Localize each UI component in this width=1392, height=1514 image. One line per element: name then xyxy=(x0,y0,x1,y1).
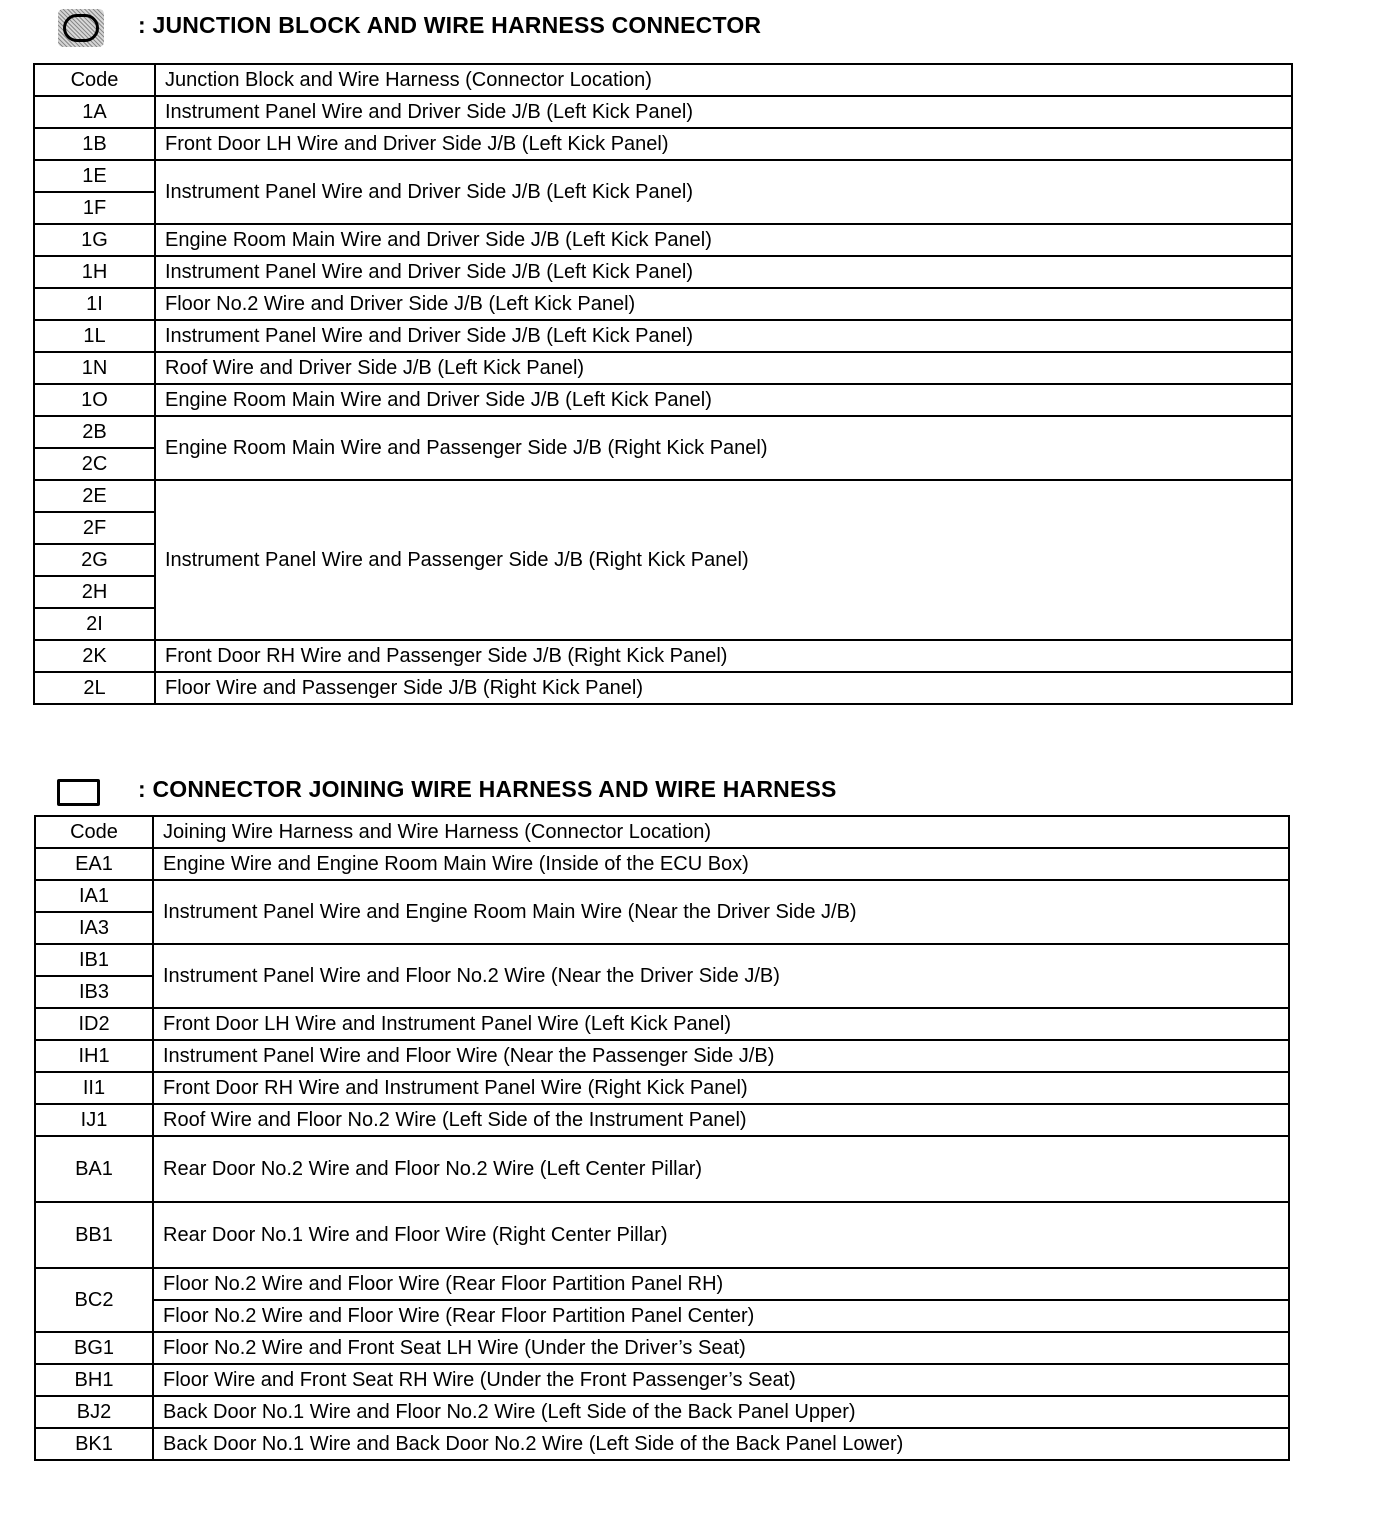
table-row xyxy=(34,128,1292,160)
connector-location: Rear Door No.1 Wire and Floor Wire (Right Center Pillar) xyxy=(153,1202,1289,1268)
table-row xyxy=(35,1136,1289,1202)
connector-location: Engine Room Main Wire and Passenger Side J/B (Right Kick Panel) xyxy=(155,416,1292,480)
wire-harness-table xyxy=(34,815,1290,1461)
connector-code: 2K xyxy=(34,640,155,672)
table-row xyxy=(34,288,1292,320)
connector-code: 2B xyxy=(34,416,155,448)
connector-code: 2C xyxy=(34,448,155,480)
connector-location: Instrument Panel Wire and Passenger Side J/B (Right Kick Panel) xyxy=(155,480,1292,640)
connector-code: 2I xyxy=(34,608,155,640)
table-row xyxy=(35,944,1289,976)
wire-harness-connector-icon xyxy=(57,779,100,806)
connector-code: 2E xyxy=(34,480,155,512)
table-row xyxy=(35,1396,1289,1428)
table-row xyxy=(35,1364,1289,1396)
connector-code: 2H xyxy=(34,576,155,608)
connector-code: EA1 xyxy=(35,848,153,880)
connector-code: BH1 xyxy=(35,1364,153,1396)
connector-location: Instrument Panel Wire and Floor No.2 Wire (Near the Driver Side J/B) xyxy=(153,944,1289,1008)
table-row xyxy=(34,320,1292,352)
connector-location: Engine Room Main Wire and Driver Side J/B (Left Kick Panel) xyxy=(155,384,1292,416)
connector-location: Rear Door No.2 Wire and Floor No.2 Wire (Left Center Pillar) xyxy=(153,1136,1289,1202)
connector-location: Instrument Panel Wire and Driver Side J/B (Left Kick Panel) xyxy=(155,160,1292,224)
connector-code: BK1 xyxy=(35,1428,153,1460)
table-row xyxy=(35,1072,1289,1104)
table-row xyxy=(34,640,1292,672)
code-header: Code xyxy=(35,816,153,848)
table-row xyxy=(34,256,1292,288)
connector-code: 1G xyxy=(34,224,155,256)
table-row xyxy=(35,1008,1289,1040)
junction-block-table xyxy=(33,63,1293,705)
table-row xyxy=(35,1300,1289,1332)
table-row xyxy=(35,880,1289,912)
connector-location: Instrument Panel Wire and Driver Side J/B (Left Kick Panel) xyxy=(155,256,1292,288)
table-row xyxy=(34,96,1292,128)
connector-location: Back Door No.1 Wire and Floor No.2 Wire (Left Side of the Back Panel Upper) xyxy=(153,1396,1289,1428)
connector-code: BJ2 xyxy=(35,1396,153,1428)
connector-code: BB1 xyxy=(35,1202,153,1268)
connector-location: Front Door LH Wire and Instrument Panel Wire (Left Kick Panel) xyxy=(153,1008,1289,1040)
connector-code: BA1 xyxy=(35,1136,153,1202)
table-row xyxy=(35,1104,1289,1136)
connector-code: 1L xyxy=(34,320,155,352)
wire-harness-section-title: : CONNECTOR JOINING WIRE HARNESS AND WIRE HARNESS xyxy=(138,776,837,802)
connector-location: Engine Wire and Engine Room Main Wire (Inside of the ECU Box) xyxy=(153,848,1289,880)
connector-location: Instrument Panel Wire and Engine Room Main Wire (Near the Driver Side J/B) xyxy=(153,880,1289,944)
table-header-row xyxy=(34,64,1292,96)
connector-code: 1N xyxy=(34,352,155,384)
connector-location: Floor No.2 Wire and Floor Wire (Rear Floor Partition Panel RH) xyxy=(153,1268,1289,1300)
junction-block-section-title: : JUNCTION BLOCK AND WIRE HARNESS CONNECTOR xyxy=(138,12,762,38)
table-row xyxy=(35,848,1289,880)
junction-block-connector-icon xyxy=(58,9,104,47)
location-header: Junction Block and Wire Harness (Connector Location) xyxy=(155,64,1292,96)
connector-location: Instrument Panel Wire and Driver Side J/B (Left Kick Panel) xyxy=(155,96,1292,128)
connector-code: IA1 xyxy=(35,880,153,912)
connector-code: 1B xyxy=(34,128,155,160)
connector-code: IB3 xyxy=(35,976,153,1008)
connector-location: Roof Wire and Floor No.2 Wire (Left Side of the Instrument Panel) xyxy=(153,1104,1289,1136)
connector-code: IJ1 xyxy=(35,1104,153,1136)
table-row xyxy=(35,1040,1289,1072)
table-row xyxy=(34,672,1292,704)
connector-location: Floor No.2 Wire and Front Seat LH Wire (Under the Driver’s Seat) xyxy=(153,1332,1289,1364)
connector-location: Instrument Panel Wire and Floor Wire (Near the Passenger Side J/B) xyxy=(153,1040,1289,1072)
connector-code: II1 xyxy=(35,1072,153,1104)
code-header: Code xyxy=(34,64,155,96)
connector-code: 1I xyxy=(34,288,155,320)
table-row xyxy=(34,480,1292,512)
table-row xyxy=(34,416,1292,448)
table-row xyxy=(35,1268,1289,1300)
connector-location: Floor No.2 Wire and Driver Side J/B (Left Kick Panel) xyxy=(155,288,1292,320)
connector-location: Front Door RH Wire and Instrument Panel Wire (Right Kick Panel) xyxy=(153,1072,1289,1104)
connector-location: Front Door RH Wire and Passenger Side J/B (Right Kick Panel) xyxy=(155,640,1292,672)
table-row xyxy=(34,160,1292,192)
connector-code: 1F xyxy=(34,192,155,224)
connector-code: IB1 xyxy=(35,944,153,976)
connector-location: Instrument Panel Wire and Driver Side J/B (Left Kick Panel) xyxy=(155,320,1292,352)
connector-code: IA3 xyxy=(35,912,153,944)
table-header-row xyxy=(35,816,1289,848)
connector-code: BG1 xyxy=(35,1332,153,1364)
connector-code: BC2 xyxy=(35,1268,153,1332)
connector-location: Back Door No.1 Wire and Back Door No.2 Wire (Left Side of the Back Panel Lower) xyxy=(153,1428,1289,1460)
connector-code: IH1 xyxy=(35,1040,153,1072)
connector-code: 1H xyxy=(34,256,155,288)
connector-location: Front Door LH Wire and Driver Side J/B (Left Kick Panel) xyxy=(155,128,1292,160)
connector-location: Engine Room Main Wire and Driver Side J/B (Left Kick Panel) xyxy=(155,224,1292,256)
connector-code: 1O xyxy=(34,384,155,416)
connector-location: Floor Wire and Front Seat RH Wire (Under the Front Passenger’s Seat) xyxy=(153,1364,1289,1396)
connector-location: Floor Wire and Passenger Side J/B (Right Kick Panel) xyxy=(155,672,1292,704)
location-header: Joining Wire Harness and Wire Harness (Connector Location) xyxy=(153,816,1289,848)
table-row xyxy=(35,1202,1289,1268)
connector-code: 2F xyxy=(34,512,155,544)
table-row xyxy=(34,352,1292,384)
connector-code: 2L xyxy=(34,672,155,704)
table-row xyxy=(35,1332,1289,1364)
connector-location: Roof Wire and Driver Side J/B (Left Kick Panel) xyxy=(155,352,1292,384)
table-row xyxy=(34,384,1292,416)
connector-code: ID2 xyxy=(35,1008,153,1040)
connector-location: Floor No.2 Wire and Floor Wire (Rear Floor Partition Panel Center) xyxy=(153,1300,1289,1332)
connector-code: 1A xyxy=(34,96,155,128)
table-row xyxy=(34,224,1292,256)
table-row xyxy=(35,1428,1289,1460)
connector-code: 1E xyxy=(34,160,155,192)
connector-code: 2G xyxy=(34,544,155,576)
